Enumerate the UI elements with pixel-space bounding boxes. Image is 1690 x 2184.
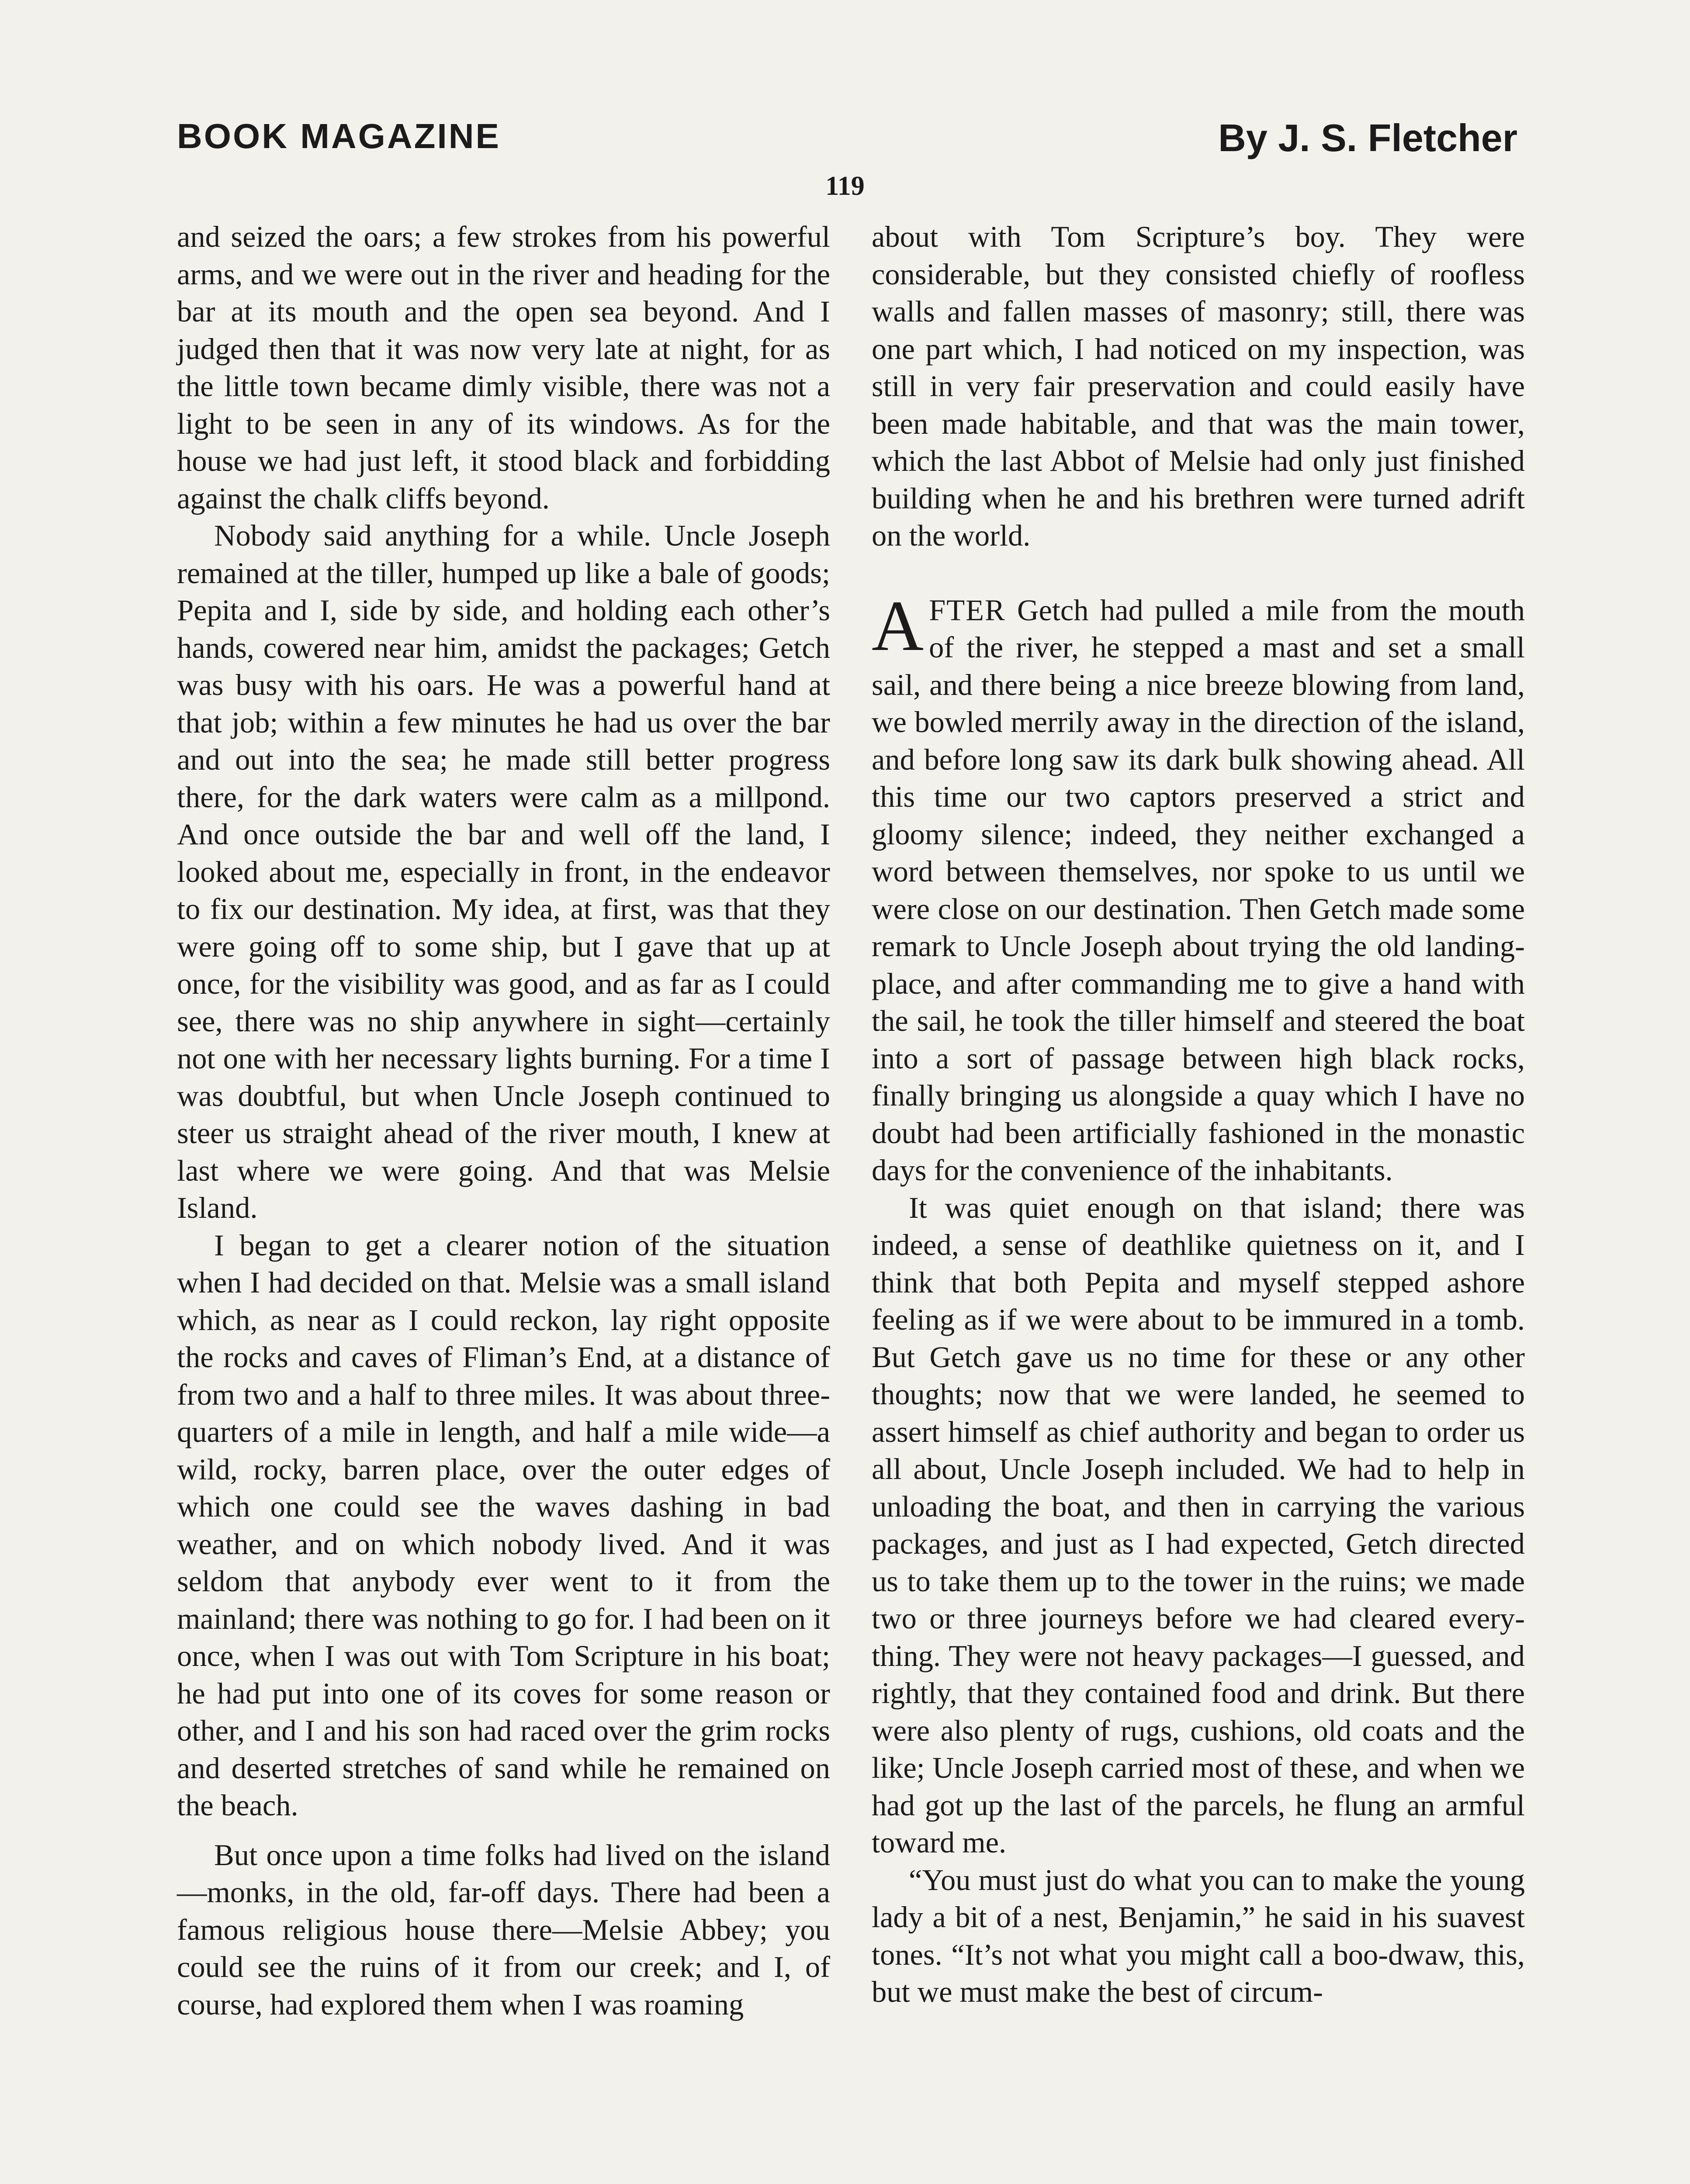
paragraph: I began to get a clearer notion of the situation when I had decided on that. Melsie was a small island which, as near as I could reckon, lay right opposite the rocks and caves of Fliman’s End, at a distance of from two and a half to three miles. It was about three-quarters of a mile in length, and half a mile wide—a wild, rocky, barren place, over the outer edges of which one could see the waves dashing in bad weather, and on which nobody lived. And it was seldom that anybody ever went to it from the mainland; there was nothing to go for. I had been on it once, when I was out with Tom Scripture in his boat; he had put into one of its coves for some reason or other, and I and his son had raced over the grim rocks and deserted stretches of sand while he remained on the beach.: [177, 1228, 830, 1822]
section-opening-paragraph: [872, 585, 1525, 1189]
text-column-right: [872, 218, 1525, 2011]
text-column-left: [177, 218, 830, 2023]
author-byline: By J. S. Fletcher: [1218, 116, 1517, 159]
paragraph: But once upon a time folks had lived on the island—monks, in the old, far-off days. There had been a famous religious house there—Melsie Abbey; you could see the ruins of it from our creek; and I, of course, had explored them when I was roaming: [177, 1838, 830, 2021]
paragraph: It was quiet enough on that island; there was indeed, a sense of deathlike quietness on it, and I think that both Pepita and myself stepped ashore feeling as if we were about to be immured in a tomb. But Getch gave us no time for these or any other thoughts; now that we were landed, he seemed to assert himself as chief authority and began to order us all about, Uncle Joseph included. We had to help in unloading the boat, and then in carrying the various packages, and just as I had expected, Getch directed us to take them up to the tower in the ruins; we made two or three journeys before we had cleared everything. They were not heavy packages—I guessed, and rightly, that they contained food and drink. But there were also plenty of rugs, cushions, old coats and the like; Uncle Joseph carried most of these, and when we had got up the last of the parcels, he flung an armful toward me.: [872, 1191, 1525, 1859]
drop-cap-continuation: FTER: [929, 593, 1006, 627]
paragraph-text: Getch had pulled a mile from the mouth of the river, he stepped a mast and set a small sail, and there being a nice breeze blowing from land, we bowled merrily away in the direction of the island, and before long saw its dark bulk showing ahead. All this time our two captors preserved a strict and gloomy silence; indeed, they neither exchanged a word between themselves, nor spoke to us until we were close on our destination. Then Getch made some remark to Uncle Joseph about trying the old landing-place, and after commanding me to give a hand with the sail, he took the tiller himself and steered the boat into a sort of passage between high black rocks, finally bringing us alongside a quay which I have no doubt had been artificially fashioned in the monastic days for the convenience of the inhabitants.: [872, 593, 1525, 1187]
paragraph: Nobody said anything for a while. Uncle Joseph remained at the tiller, humped up like a bale of goods; Pepita and I, side by side, and holding each other’s hands, cowered near him, amidst the packages; Getch was busy with his oars. He was a powerful hand at that job; within a few minutes he had us over the bar and out into the sea; he made still better progress there, for the dark waters were calm as a millpond. And once outside the bar and well off the land, I looked about me, especially in front, in the endeavor to fix our destination. My idea, at first, was that they were going off to some ship, but I gave that up at once, for the visibility was good, and as far as I could see, there was no ship anywhere in sight—certainly not one with her necessary lights burning. For a time I was doubtful, but when Uncle Joseph continued to steer us straight ahead of the river mouth, I knew at last where we were going. And that was Melsie Island.: [177, 519, 830, 1224]
magazine-title: BOOK MAGAZINE: [177, 117, 501, 156]
paragraph: about with Tom Scripture’s boy. They were considerable, but they consisted chiefly of roofless walls and fallen masses of masonry; still, there was one part which, I had noticed on my inspection, was still in very fair preservation and could easily have been made habitable, and that was the main tower, which the last Abbot of Melsie had only just finished building when he and his brethren were turned adrift on the world.: [872, 220, 1525, 552]
paragraph: “You must just do what you can to make the young lady a bit of a nest, Benjamin,” he said in his suavest tones. “It’s not what you might call a boo-dwaw, this, but we must make the best of circum-: [872, 1863, 1525, 2008]
drop-cap: A: [872, 585, 924, 666]
paragraph: and seized the oars; a few strokes from his powerful arms, and we were out in the river and heading for the bar at its mouth and the open sea beyond. And I judged then that it was now very late at night, for as the little town became dimly visible, there was not a light to be seen in any of its windows. As for the house we had just left, it stood black and forbidding against the chalk cliffs beyond.: [177, 220, 830, 515]
page-number: 119: [825, 171, 865, 201]
